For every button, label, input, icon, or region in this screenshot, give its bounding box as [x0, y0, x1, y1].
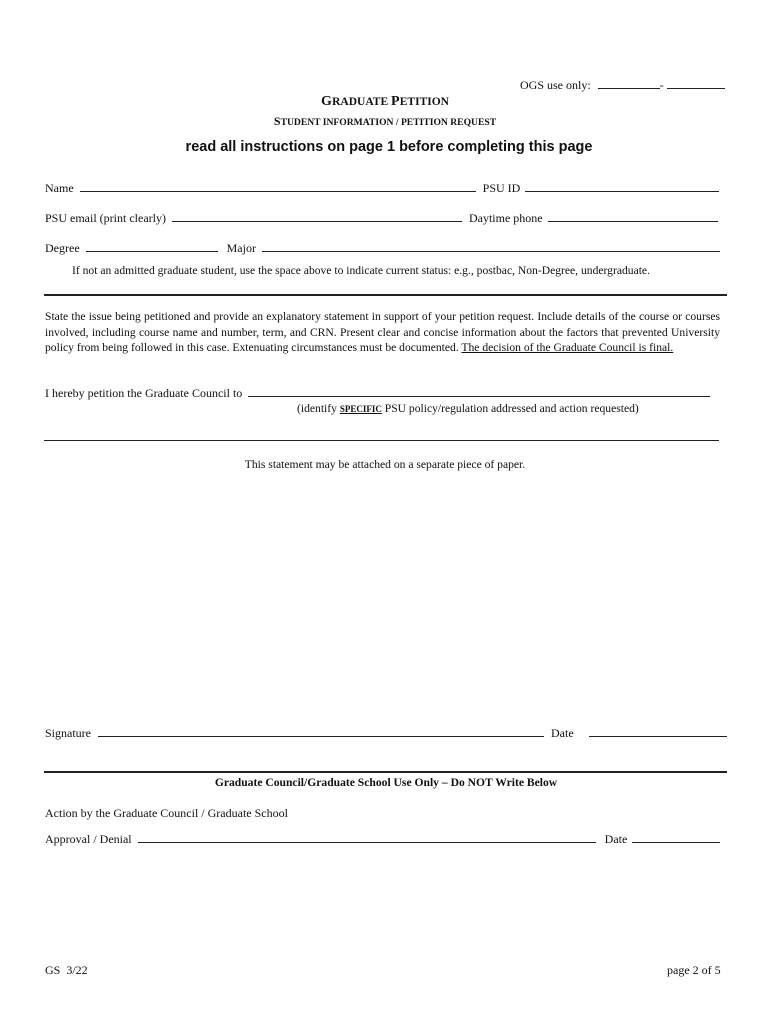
- petition-field[interactable]: [248, 386, 710, 397]
- approval-date-label: Date: [604, 832, 628, 846]
- degree-label: Degree: [45, 241, 80, 255]
- instruction-heading: read all instructions on page 1 before completing this page: [185, 139, 593, 155]
- status-note: If not an admitted graduate student, use the space above to indicate current status: e.g., postbac, Non-Degree, undergraduate.: [72, 264, 650, 277]
- email-row: [45, 211, 718, 226]
- ogs-field-2[interactable]: [667, 78, 725, 89]
- identify-note: (identify SPECIFIC PSU policy/regulation addressed and action requested): [297, 402, 639, 415]
- page-number: page 2 of 5: [667, 963, 721, 977]
- approval-row: [45, 832, 720, 847]
- phone-field[interactable]: [548, 211, 718, 222]
- office-use-heading: Graduate Council/Graduate School Use Only – Do NOT Write Below: [214, 776, 558, 789]
- ogs-use-only: [520, 78, 725, 93]
- divider-top: [44, 294, 727, 296]
- signature-row: [45, 726, 727, 741]
- psu-id-field[interactable]: [525, 181, 719, 192]
- statement-instructions: State the issue being petitioned and provide an explanatory statement in support of your petition request. Include details of the course or courses involved, including course name and number, term, and CRN. Present clear and concise information about the factors that prevented University policy from being followed in this case. Extenuating circumstances must be documented. The decision of the Graduate Council is final.: [45, 310, 720, 355]
- attach-note: This statement may be attached on a separate piece of paper.: [244, 458, 526, 471]
- action-label: Action by the Graduate Council / Graduate School: [45, 806, 288, 820]
- name-label: Name: [45, 181, 74, 195]
- approval-date-field[interactable]: [632, 832, 720, 843]
- email-field[interactable]: [172, 211, 462, 222]
- degree-field[interactable]: [86, 241, 218, 252]
- major-field[interactable]: [262, 241, 720, 252]
- approval-label: Approval / Denial: [45, 832, 132, 846]
- email-label: PSU email (print clearly): [45, 211, 166, 225]
- petition-label: I hereby petition the Graduate Council to: [45, 386, 243, 400]
- ogs-field-1[interactable]: [598, 78, 660, 89]
- ogs-separator: -: [659, 78, 664, 92]
- ogs-label: OGS use only:: [520, 78, 591, 92]
- signature-field[interactable]: [98, 726, 544, 737]
- phone-label: Daytime phone: [468, 211, 543, 225]
- approval-field[interactable]: [138, 832, 596, 843]
- petition-field-2[interactable]: [44, 430, 719, 441]
- form-code: GS 3/22: [45, 963, 88, 977]
- decision-final-note: The decision of the Graduate Council is final.: [461, 341, 674, 355]
- petition-row: [45, 386, 710, 401]
- major-label: Major: [226, 241, 256, 255]
- signature-date-field[interactable]: [589, 726, 727, 737]
- signature-date-label: Date: [551, 726, 574, 740]
- divider-bottom: [44, 771, 727, 773]
- name-row: [45, 181, 719, 196]
- degree-row: [45, 241, 720, 256]
- name-field[interactable]: [80, 181, 476, 192]
- page-subtitle: STUDENT INFORMATION / PETITION REQUEST: [273, 114, 497, 128]
- page-title: GRADUATE PETITION: [321, 94, 449, 109]
- signature-label: Signature: [45, 726, 91, 740]
- psu-id-label: PSU ID: [482, 181, 521, 195]
